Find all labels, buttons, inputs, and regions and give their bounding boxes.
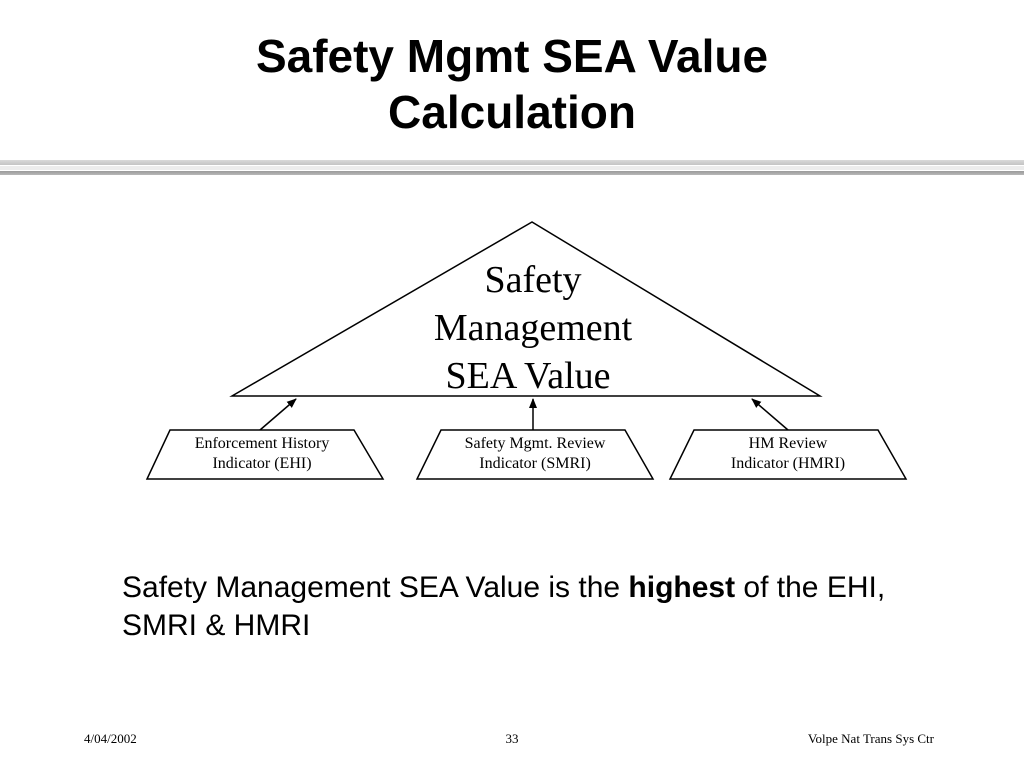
ehi-node: [147, 430, 383, 479]
top-node-label-line-1: Safety: [484, 259, 582, 301]
smri-label-line-1: Safety Mgmt. Review: [464, 435, 606, 452]
ehi-label-line-1: Enforcement History: [194, 435, 330, 452]
hmri-label-line-2: Indicator (HMRI): [730, 455, 846, 472]
top-triangle-node: [232, 222, 820, 397]
ehi-arrow: [260, 399, 296, 430]
smri-label-line-2: Indicator (SMRI): [479, 455, 591, 472]
hmri-label-line-1: HM Review: [748, 435, 828, 452]
hmri-node: [670, 430, 906, 479]
summary-statement-emphasis: highest: [628, 571, 736, 604]
smri-node: [417, 430, 653, 479]
ehi-label-line-2: Indicator (EHI): [212, 455, 312, 472]
summary-statement: [122, 569, 942, 645]
top-node-label-line-3: SEA Value: [445, 355, 611, 397]
summary-statement-end: of the EHI, SMRI & HMRI: [122, 571, 886, 642]
footer-organization: Volpe Nat Trans Sys Ctr: [807, 731, 934, 746]
hmri-arrow: [752, 399, 788, 430]
summary-statement-start: Safety Management SEA Value is the: [122, 571, 629, 604]
slide-title-line-2: Calculation: [388, 86, 636, 138]
slide-title-line-1: Safety Mgmt SEA Value: [255, 30, 769, 82]
footer-date: 4/04/2002: [84, 731, 137, 746]
footer-page-number: 33: [505, 731, 519, 746]
top-node-label-line-2: Management: [433, 307, 633, 349]
